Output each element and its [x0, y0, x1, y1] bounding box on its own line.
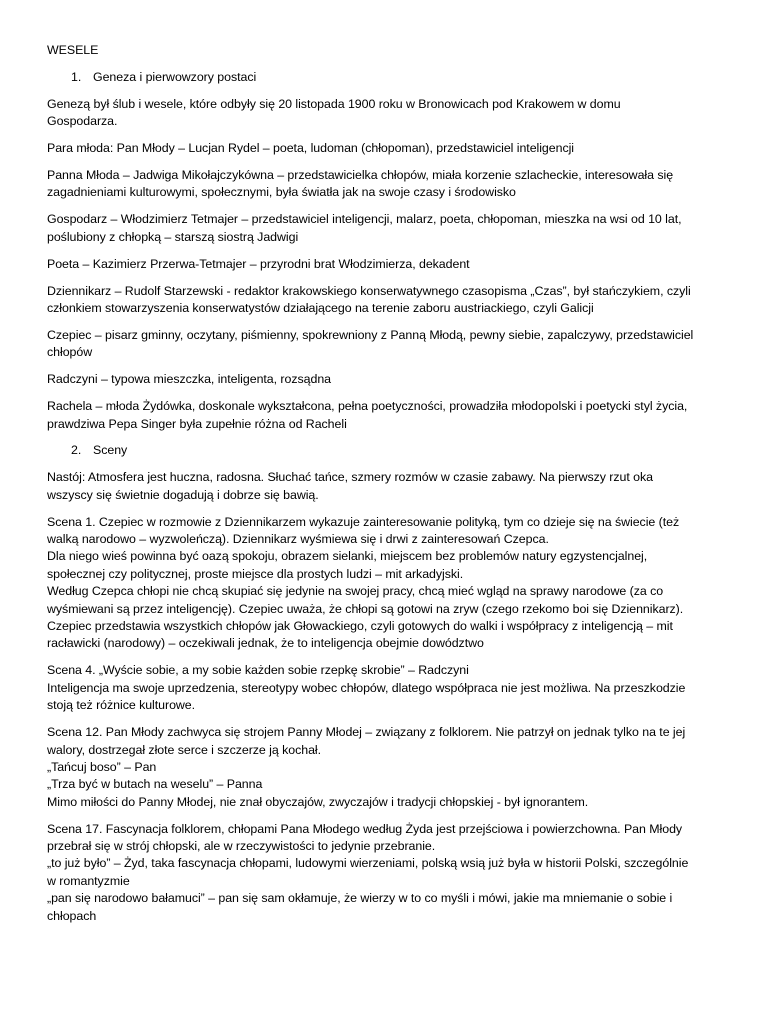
paragraph-line: Scena 12. Pan Młody zachwyca się strojem Panny Młodej – związany z folklorem. Nie patrzył on jednak tylko na te jej [47, 725, 686, 740]
paragraph [47, 662, 727, 714]
paragraph [47, 371, 727, 388]
paragraph-line: Poeta – Kazimierz Przerwa-Tetmajer – przyrodni brat Włodzimierza, dekadent [47, 256, 470, 271]
paragraph-line: chłopów [47, 345, 93, 360]
paragraph-line: Rachela – młoda Żydówka, doskonale wykształcona, pełna poetyczności, prowadziła młodopolski i poetycki styl życia, [47, 399, 688, 414]
document-page [47, 42, 727, 935]
paragraph-line: „Tańcuj boso” – Pan [47, 759, 157, 774]
paragraph [47, 167, 727, 202]
paragraph-line: społecznej czy politycznej, proste miejsce dla prostych ludzi – mit arkadyjski. [47, 566, 464, 581]
paragraph [47, 140, 727, 157]
paragraph-line: Gospodarza. [47, 114, 118, 129]
paragraph-line: stoją też różnice kulturowe. [47, 698, 196, 713]
paragraph-line: walką narodowo – wyzwoleńczą). Dziennikarz wyśmiewa się i drwi z zainteresowań Czepca. [47, 532, 549, 547]
paragraph-line: Scena 17. Fascynacja folklorem, chłopami Pana Młodego według Żyda jest przejściowa i powierzchowna. Pan Młody [47, 821, 683, 836]
paragraph-line: Czepiec przedstawia wszystkich chłopów jak Głowackiego, czyli gotowych do walki i współpracy z inteligencją – mit [47, 619, 673, 634]
paragraph [47, 469, 727, 504]
section-heading-text: Sceny [93, 443, 128, 458]
paragraph-line: Dla niego wieś powinna być oazą spokoju, obrazem sielanki, miejscem bez problemów natury egzystencjalnej, [47, 549, 648, 564]
paragraph [47, 398, 727, 433]
paragraph-line: Genezą był ślub i wesele, które odbyły się 20 listopada 1900 roku w Bronowicach pod Krakowem w domu [47, 96, 621, 111]
paragraph-line: Inteligencja ma swoje uprzedzenia, stereotypy wobec chłopów, dlatego współpraca nie jest możliwa. Na przeszkodzie [47, 680, 686, 695]
paragraph-line: wszyscy się świetnie dogadują i dobrze się bawią. [47, 487, 319, 502]
section-number: 1. [71, 69, 82, 84]
paragraph-line: Gospodarz – Włodzimierz Tetmajer – przedstawiciel inteligencji, malarz, poeta, chłopoman, mieszka na wsi od 10 lat, [47, 212, 682, 227]
paragraph [47, 211, 727, 246]
paragraph-line: Scena 4. „Wyście sobie, a my sobie każden sobie rzepkę skrobie” – Radczyni [47, 663, 469, 678]
section-heading-text: Geneza i pierwowzory postaci [93, 69, 257, 84]
section-heading-1 [47, 69, 727, 86]
paragraph [47, 256, 727, 273]
paragraph-line: „pan się narodowo bałamuci” – pan się sam okłamuje, że wierzy w to co myśli i mówi, jakie ma mniemanie o sobie i [47, 891, 673, 906]
section-1-body [47, 96, 727, 433]
section-number: 2. [71, 443, 82, 458]
paragraph-line: Scena 1. Czepiec w rozmowie z Dziennikarzem wykazuje zainteresowanie polityką, tym co dzieje się na świecie (też [47, 514, 680, 529]
paragraph-line: członkiem stowarzyszenia konserwatystów działającego na terenie zaboru austriackiego, czyli Galicji [47, 300, 594, 315]
paragraph [47, 821, 727, 925]
paragraph-line: racławicki (narodowy) – oczekiwali jednak, że to inteligencja obejmie dowództwo [47, 636, 484, 651]
paragraph-line: wyśmiewani są przez inteligencję). Czepiec uważa, że chłopi są gotowi na zryw (czego rzekomo boi się Dziennikarz). [47, 601, 684, 616]
paragraph [47, 96, 727, 131]
document-title: WESELE [47, 43, 99, 57]
paragraph-line: Dziennikarz – Rudolf Starzewski - redaktor krakowskiego konserwatywnego czasopisma „Czas”, był stańczykiem, czyli [47, 283, 691, 298]
paragraph-line: prawdziwa Pepa Singer była zupełnie różna od Racheli [47, 416, 347, 431]
paragraph-line: Nastój: Atmosfera jest huczna, radosna. Słuchać tańce, szmery rozmów w czasie zabawy. Na pierwszy rzut oka [47, 470, 653, 485]
paragraph-line: poślubiony z chłopką – starszą siostrą Jadwigi [47, 229, 299, 244]
paragraph-line: Para młoda: Pan Młody – Lucjan Rydel – poeta, ludoman (chłopoman), przedstawiciel inteligencji [47, 141, 575, 156]
paragraph [47, 724, 727, 811]
paragraph-line: Według Czepca chłopi nie chcą skupiać się jedynie na swojej pracy, chcą mieć wgląd na sprawy narodowe (za co [47, 584, 664, 599]
paragraph-line: w romantyzmie [47, 873, 130, 888]
paragraph-line: Panna Młoda – Jadwiga Mikołajczykówna – przedstawicielka chłopów, miała korzenie szlacheckie, interesowała się [47, 168, 674, 183]
paragraph-line: chłopach [47, 908, 97, 923]
paragraph-line: Radczyni – typowa mieszczka, inteligenta, rozsądna [47, 372, 332, 387]
section-heading-2 [47, 442, 727, 459]
section-2-body [47, 469, 727, 925]
paragraph [47, 283, 727, 318]
paragraph-line: Mimo miłości do Panny Młodej, nie znał obyczajów, zwyczajów i tradycji chłopskiej - był ignorantem. [47, 794, 589, 809]
paragraph-line: przebrał się w strój chłopski, ale w rzeczywistości to jedynie przebranie. [47, 839, 436, 854]
paragraph-line: „to już było” – Żyd, taka fascynacja chłopami, ludowymi wierzeniami, polską wsią już była w historii Polski, szczególnie [47, 856, 689, 871]
paragraph-line: zagadnieniami kulturowymi, społecznymi, była światła jak na swoje czasy i środowisko [47, 185, 516, 200]
paragraph-line: „Trza być w butach na weselu” – Panna [47, 777, 263, 792]
paragraph-line: Czepiec – pisarz gminny, oczytany, piśmienny, spokrewniony z Panną Młodą, pewny siebie, zapalczywy, przedstawiciel [47, 327, 694, 342]
paragraph-line: walory, dostrzegał złote serce i szczerze ją kochał. [47, 742, 322, 757]
paragraph [47, 327, 727, 362]
paragraph [47, 514, 727, 653]
